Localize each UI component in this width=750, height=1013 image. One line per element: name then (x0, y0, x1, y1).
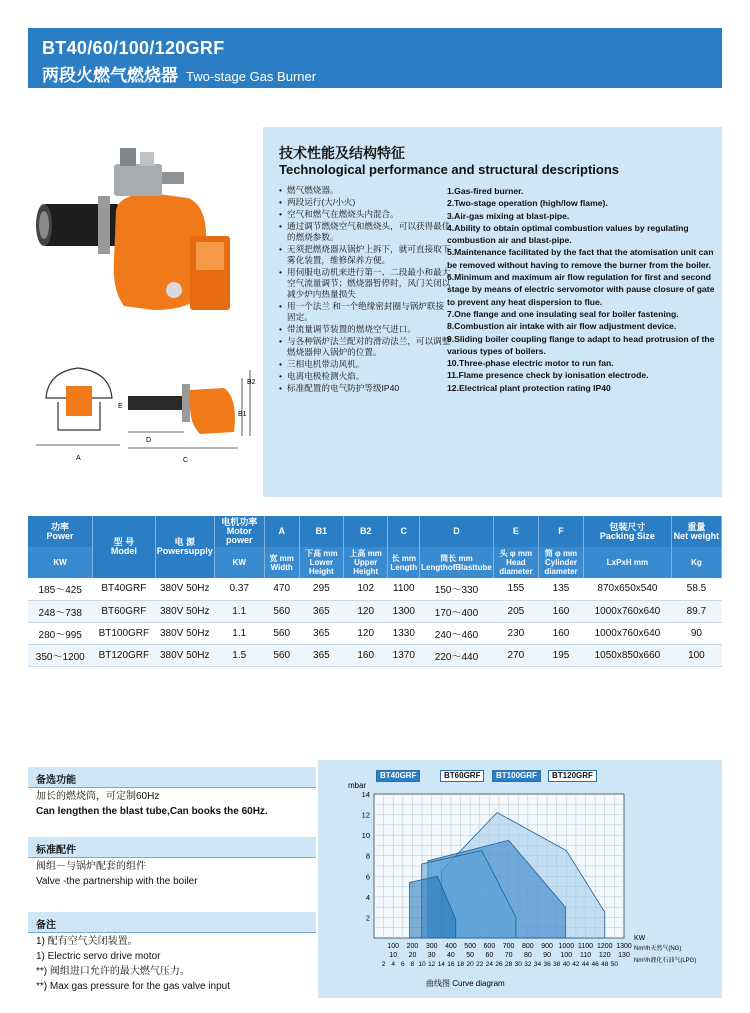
kw-tick-label: 1200 (596, 943, 613, 950)
th-f-sub: 筒 φ mm Cylinder diameter (538, 547, 583, 578)
spec-table (28, 516, 722, 667)
y-tick-label: 2 (365, 913, 370, 923)
en-feature-item: 7.One flange and one insulating seal for boiler fastening. (447, 308, 679, 319)
cn-feature-item: • 与各种锅炉法兰配对的滑动法兰，可以调整燃烧器伸入锅炉的位置。 (279, 336, 451, 358)
lpg-tick-label: 24 (485, 961, 494, 968)
lpg-tick-label: 6 (401, 961, 405, 968)
title-cn: 两段火燃气燃烧器 (42, 66, 178, 85)
lpg-tick-label: 38 (553, 961, 561, 968)
ng-tick-label: 20 (408, 952, 417, 959)
kw-tick-label: 900 (541, 943, 553, 950)
accessories-cn: 阀组－与锅炉配套的组件 (36, 861, 146, 872)
lpg-tick-label: 4 (391, 961, 396, 968)
lpg-tick-label: 32 (524, 961, 532, 968)
kw-unit-label: KW (634, 935, 646, 942)
lpg-tick-label: 10 (418, 961, 426, 968)
cn-feature-item: • 用伺服电动机来进行第一、二段最小和最大空气流量调节；燃烧器暂停时，风门关闭以减少炉内热量损失 (279, 267, 451, 300)
cn-feature-item: • 用一个法兰 和一个绝缘密封圈与锅炉联接固定。 (279, 301, 451, 323)
ng-unit-label: Nm³/h天然气(NG) (634, 946, 682, 952)
th-weight: 重量 Net weight (671, 516, 721, 547)
ng-tick-label: 30 (427, 952, 436, 959)
options-text (36, 789, 268, 819)
lpg-tick-label: 30 (514, 961, 522, 968)
table-header-row (28, 516, 722, 547)
ng-tick-label: 50 (466, 952, 475, 959)
dim-a-label: A (76, 455, 81, 462)
chart-caption: 曲线图 Curve diagram (426, 979, 505, 988)
en-feature-item: 10.Three-phase electric motor to run fan. (447, 358, 614, 369)
th-supply: 电 源 Powersupply (155, 516, 214, 578)
ng-tick-label: 10 (389, 952, 398, 959)
cn-feature-item: • 燃气燃烧器。 (279, 185, 451, 196)
ng-tick-label: 80 (523, 952, 532, 959)
th-d: D (420, 516, 494, 547)
options-en: Can lengthen the blast tube,Can books the 60Hz. (36, 806, 268, 817)
cn-feature-item: • 无须把燃烧器从锅炉上拆下，就可直接取下雾化装置，维修保养方便。 (279, 244, 451, 266)
lpg-tick-label: 12 (428, 961, 436, 968)
lpg-tick-label: 20 (466, 961, 474, 968)
en-feature-item: 11.Flame presence check by ionisation electrode. (447, 370, 649, 381)
th-motor-unit: KW (214, 547, 264, 578)
y-tick-label: 8 (365, 851, 370, 861)
kw-tick-label: 1300 (616, 943, 632, 950)
lpg-tick-label: 34 (533, 961, 542, 968)
desc-title-cn: 技术性能及结构特征 (279, 145, 405, 161)
th-c-sub: 长 mm Length (388, 547, 420, 578)
lpg-tick-label: 28 (504, 961, 513, 968)
ng-tick-label: 110 (579, 952, 592, 959)
dim-e-label: E (118, 403, 123, 410)
th-motor: 电机功率 Motor power (214, 516, 264, 547)
y-tick-label: 6 (365, 872, 370, 882)
accessories-en: Valve -the partnership with the boiler (36, 876, 198, 887)
table-row: 185～425 BT40GRF 380V 50Hz 0.37 470 295 102 1100 150～330 155 135 870x650x540 58.5 (28, 578, 722, 600)
kw-tick-label: 300 (425, 943, 438, 950)
cn-feature-item: • 两段运行(大/小火) (279, 197, 451, 208)
note-2-cn: **) 阀组进口允许的最大燃气压力。 (36, 966, 190, 977)
cn-feature-item: • 空气和燃气在燃烧头内混合。 (279, 209, 451, 220)
th-model: 型 号 Model (92, 516, 155, 578)
options-title: 备选功能 (28, 767, 316, 787)
notes-divider (28, 932, 316, 933)
th-pack: 包装尺寸 Packing Size (584, 516, 672, 547)
th-b1-sub: 下高 mm Lower Height (299, 547, 343, 578)
th-f: F (538, 516, 583, 547)
y-tick-label: 12 (361, 810, 370, 820)
model-line: BT40/60/100/120GRF (42, 38, 225, 58)
kw-tick-label: 500 (464, 943, 476, 950)
ng-tick-label: 120 (598, 952, 611, 959)
notes-text (36, 934, 230, 994)
en-feature-item: 12.Electrical plant protection rating IP40 (447, 382, 611, 393)
th-e: E (493, 516, 538, 547)
en-feature-item: 9.Sliding boiler coupling flange to adapt to head protrusion of the various types of boilers. (447, 333, 715, 356)
th-c: C (388, 516, 420, 547)
lpg-tick-label: 40 (562, 961, 570, 968)
lpg-tick-label: 18 (456, 961, 465, 968)
accessories-divider (28, 857, 316, 858)
ng-tick-label: 40 (447, 952, 455, 959)
kw-tick-label: 800 (522, 943, 534, 950)
cn-feature-item: • 标准配置的电气防护等级IP40 (279, 383, 451, 394)
ng-tick-label: 60 (485, 952, 494, 959)
y-tick-label: 4 (365, 892, 370, 902)
page-header (28, 28, 722, 88)
kw-tick-label: 1100 (578, 943, 594, 950)
ng-tick-label: 130 (618, 952, 630, 959)
lpg-tick-label: 26 (495, 961, 503, 968)
lpg-tick-label: 14 (437, 961, 445, 968)
table-row: 280～995 BT100GRF 380V 50Hz 1.1 560 365 120 1330 240～460 230 160 1000x760x640 90 (28, 622, 722, 644)
curve-chart (318, 760, 722, 998)
note-2-en: **) Max gas pressure for the gas valve input (36, 981, 230, 992)
ng-tick-label: 90 (543, 952, 551, 959)
th-d-sub: 筒长 mm LengthofBlasttube (420, 547, 494, 578)
cn-feature-list (279, 185, 451, 395)
en-feature-item: 8.Combustion air intake with air flow adjustment device. (447, 321, 677, 332)
kw-tick-label: 700 (502, 943, 515, 950)
dim-b1-label: B1 (238, 411, 247, 418)
legend-bt60: BT60GRF (440, 770, 484, 782)
kw-tick-label: 1000 (558, 943, 575, 950)
kw-tick-label: 600 (483, 943, 496, 950)
y-tick-label: 10 (361, 831, 370, 841)
lpg-tick-label: 2 (381, 961, 386, 968)
lpg-tick-label: 46 (591, 961, 599, 968)
dim-c-label: C (183, 457, 189, 464)
en-feature-item: 2.Two-stage operation (high/low flame). (447, 198, 608, 209)
options-divider (28, 787, 316, 788)
th-a-sub: 宽 mm Width (264, 547, 299, 578)
legend-bt40: BT40GRF (376, 770, 420, 782)
ng-tick-label: 70 (504, 952, 513, 959)
accessories-text (36, 859, 198, 889)
table-row: 350～1200 BT120GRF 380V 50Hz 1.5 560 365 160 1370 220～440 270 195 1050x850x660 100 (28, 644, 722, 666)
lpg-tick-label: 42 (572, 961, 580, 968)
th-b1: B1 (299, 516, 343, 547)
y-axis-label: mbar (348, 781, 367, 790)
desc-title-en: Technological performance and structural descriptions (279, 162, 619, 177)
cn-feature-item: • 通过调节燃烧空气和燃烧头，可以获得最佳的燃烧参数。 (279, 221, 451, 243)
cn-feature-item: • 电离电极检测火焰。 (279, 371, 451, 382)
th-e-sub: 头 φ mm Head diameter (493, 547, 538, 578)
en-feature-item: 6.Minimum and maximum air flow regulation for first and second stage by means of electric servomotor with pause closure of gate to prevent any heat dispersion to flue. (447, 272, 715, 307)
description-panel (263, 127, 722, 497)
en-feature-list (447, 185, 719, 394)
th-pack-unit: LxPxH mm (584, 547, 672, 578)
legend-bt120: BT120GRF (548, 770, 597, 782)
lpg-tick-label: 16 (447, 961, 455, 968)
th-b2: B2 (344, 516, 388, 547)
y-tick-label: 14 (361, 790, 370, 799)
lpg-tick-label: 50 (610, 961, 619, 968)
th-power: 功率 Power (28, 516, 92, 547)
note-1-cn: 1) 配有空气关闭装置。 (36, 936, 138, 947)
en-feature-item: 3.Air-gas mixing at blast-pipe. (447, 210, 570, 221)
options-cn: 加长的燃烧筒，可定制60Hz (36, 791, 160, 802)
burner-drawing (28, 140, 260, 470)
lpg-unit-label: Nm³/h液化石油气(LPG) (634, 958, 697, 964)
page-title (42, 61, 316, 86)
th-b2-sub: 上高 mm Upper Height (344, 547, 388, 578)
note-1-en: 1) Electric servo drive motor (36, 951, 161, 962)
burner-illustration (28, 140, 260, 470)
lpg-tick-label: 48 (601, 961, 609, 968)
dim-b2-label: B2 (247, 379, 256, 386)
en-feature-item: 5.Maintenance facilitated by the fact that the atomisation unit can be removed without having to remove the burner from the boiler. (447, 247, 714, 270)
notes-title: 备注 (28, 912, 316, 932)
table-row: 248～738 BT60GRF 380V 50Hz 1.1 560 365 120 1300 170～400 205 160 1000x760x640 89.7 (28, 600, 722, 622)
cn-feature-item: • 带流量调节装置的燃烧空气进口。 (279, 324, 451, 335)
cn-feature-item: • 三相电机带动风机。 (279, 359, 451, 370)
en-feature-item: 4.Ability to obtain optimal combustion values by regulating combustion air and blast-pipe. (447, 222, 689, 246)
lpg-tick-label: 22 (476, 961, 484, 968)
th-power-unit: KW (28, 547, 92, 578)
legend-bt100: BT100GRF (492, 770, 541, 782)
title-en: Two-stage Gas Burner (186, 69, 317, 84)
lpg-tick-label: 8 (410, 961, 415, 968)
accessories-title: 标准配件 (28, 837, 316, 857)
kw-tick-label: 100 (387, 943, 400, 950)
curve-diagram (318, 760, 722, 998)
kw-tick-label: 400 (445, 943, 457, 950)
kw-tick-label: 200 (406, 943, 419, 950)
en-feature-item: 1.Gas-fired burner. (447, 186, 524, 196)
dim-d-label: D (146, 437, 152, 444)
ng-tick-label: 100 (560, 952, 573, 959)
th-weight-unit: Kg (671, 547, 721, 578)
th-a: A (264, 516, 299, 547)
lpg-tick-label: 36 (543, 961, 551, 968)
lpg-tick-label: 44 (581, 961, 590, 968)
